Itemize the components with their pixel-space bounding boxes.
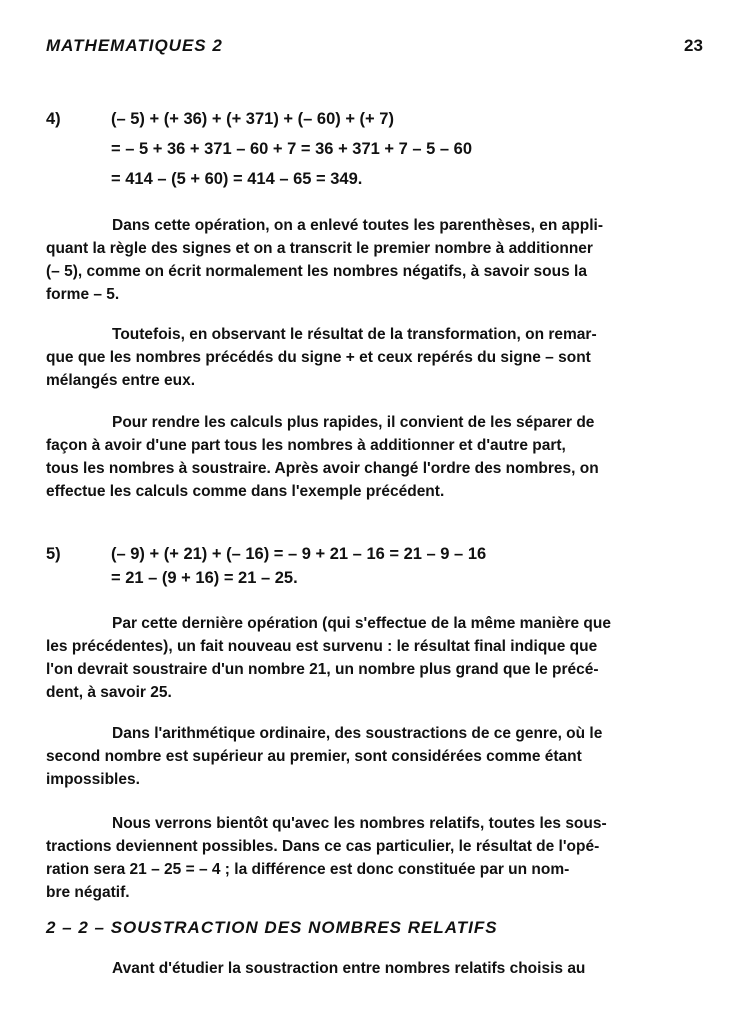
paragraph — [46, 957, 698, 980]
text-line: Pour rendre les calculs plus rapides, il convient de les séparer de — [112, 414, 595, 431]
equation-line: (– 5) + (+ 36) + (+ 371) + (– 60) + (+ 7) — [111, 110, 394, 128]
equation-line: = 414 – (5 + 60) = 414 – 65 = 349. — [111, 170, 363, 188]
text-line: tous les nombres à soustraire. Après avoir changé l'ordre des nombres, on — [46, 460, 599, 477]
text-line: que que les nombres précédés du signe + et ceux repérés du signe – sont — [46, 349, 591, 366]
text-line: bre négatif. — [46, 884, 130, 901]
equation-line: (– 9) + (+ 21) + (– 16) = – 9 + 21 – 16 = 21 – 9 – 16 — [111, 545, 487, 563]
text-line: impossibles. — [46, 771, 140, 788]
text-line: Par cette dernière opération (qui s'effectue de la même manière que — [112, 615, 611, 632]
running-header-title: MATHEMATIQUES 2 — [46, 36, 223, 55]
paragraph — [46, 323, 698, 392]
page-number: 23 — [684, 36, 703, 55]
example-4 — [46, 110, 706, 190]
paragraph — [46, 214, 698, 306]
paragraph — [46, 411, 698, 503]
text-line: dent, à savoir 25. — [46, 684, 172, 701]
paragraph — [46, 722, 698, 791]
equation-line: = – 5 + 36 + 371 – 60 + 7 = 36 + 371 + 7 – 5 – 60 — [111, 140, 473, 158]
example-number: 5) — [46, 545, 61, 563]
paragraph — [46, 612, 698, 704]
text-line: (– 5), comme on écrit normalement les nombres négatifs, à savoir sous la — [46, 263, 587, 280]
text-line: Nous verrons bientôt qu'avec les nombres relatifs, toutes les sous- — [112, 815, 607, 832]
text-line: Avant d'étudier la soustraction entre nombres relatifs choisis au — [112, 960, 586, 977]
text-line: ration sera 21 – 25 = – 4 ; la différence est donc constituée par un nom- — [46, 861, 570, 878]
equation-line: = 21 – (9 + 16) = 21 – 25. — [111, 569, 298, 587]
text-line: l'on devrait soustraire d'un nombre 21, un nombre plus grand que le précé- — [46, 661, 599, 678]
text-line: Toutefois, en observant le résultat de la transformation, on remar- — [112, 326, 597, 343]
text-line: Dans l'arithmétique ordinaire, des soustractions de ce genre, où le — [112, 725, 603, 742]
text-line: Dans cette opération, on a enlevé toutes les parenthèses, en appli- — [112, 217, 603, 234]
text-line: mélangés entre eux. — [46, 372, 196, 389]
example-number: 4) — [46, 110, 61, 128]
text-line: effectue les calculs comme dans l'exemple précédent. — [46, 483, 445, 500]
text-line: second nombre est supérieur au premier, sont considérées comme étant — [46, 748, 582, 765]
text-line: forme – 5. — [46, 286, 120, 303]
text-line: quant la règle des signes et on a transcrit le premier nombre à additionner — [46, 240, 593, 257]
paragraph — [46, 812, 698, 904]
text-line: tractions deviennent possibles. Dans ce cas particulier, le résultat de l'opé- — [46, 838, 600, 855]
section-heading: 2 – 2 – SOUSTRACTION DES NOMBRES RELATIFS — [46, 918, 498, 937]
text-line: les précédentes), un fait nouveau est survenu : le résultat final indique que — [46, 638, 598, 655]
text-line: façon à avoir d'une part tous les nombres à additionner et d'autre part, — [46, 437, 566, 454]
example-5 — [46, 545, 706, 595]
